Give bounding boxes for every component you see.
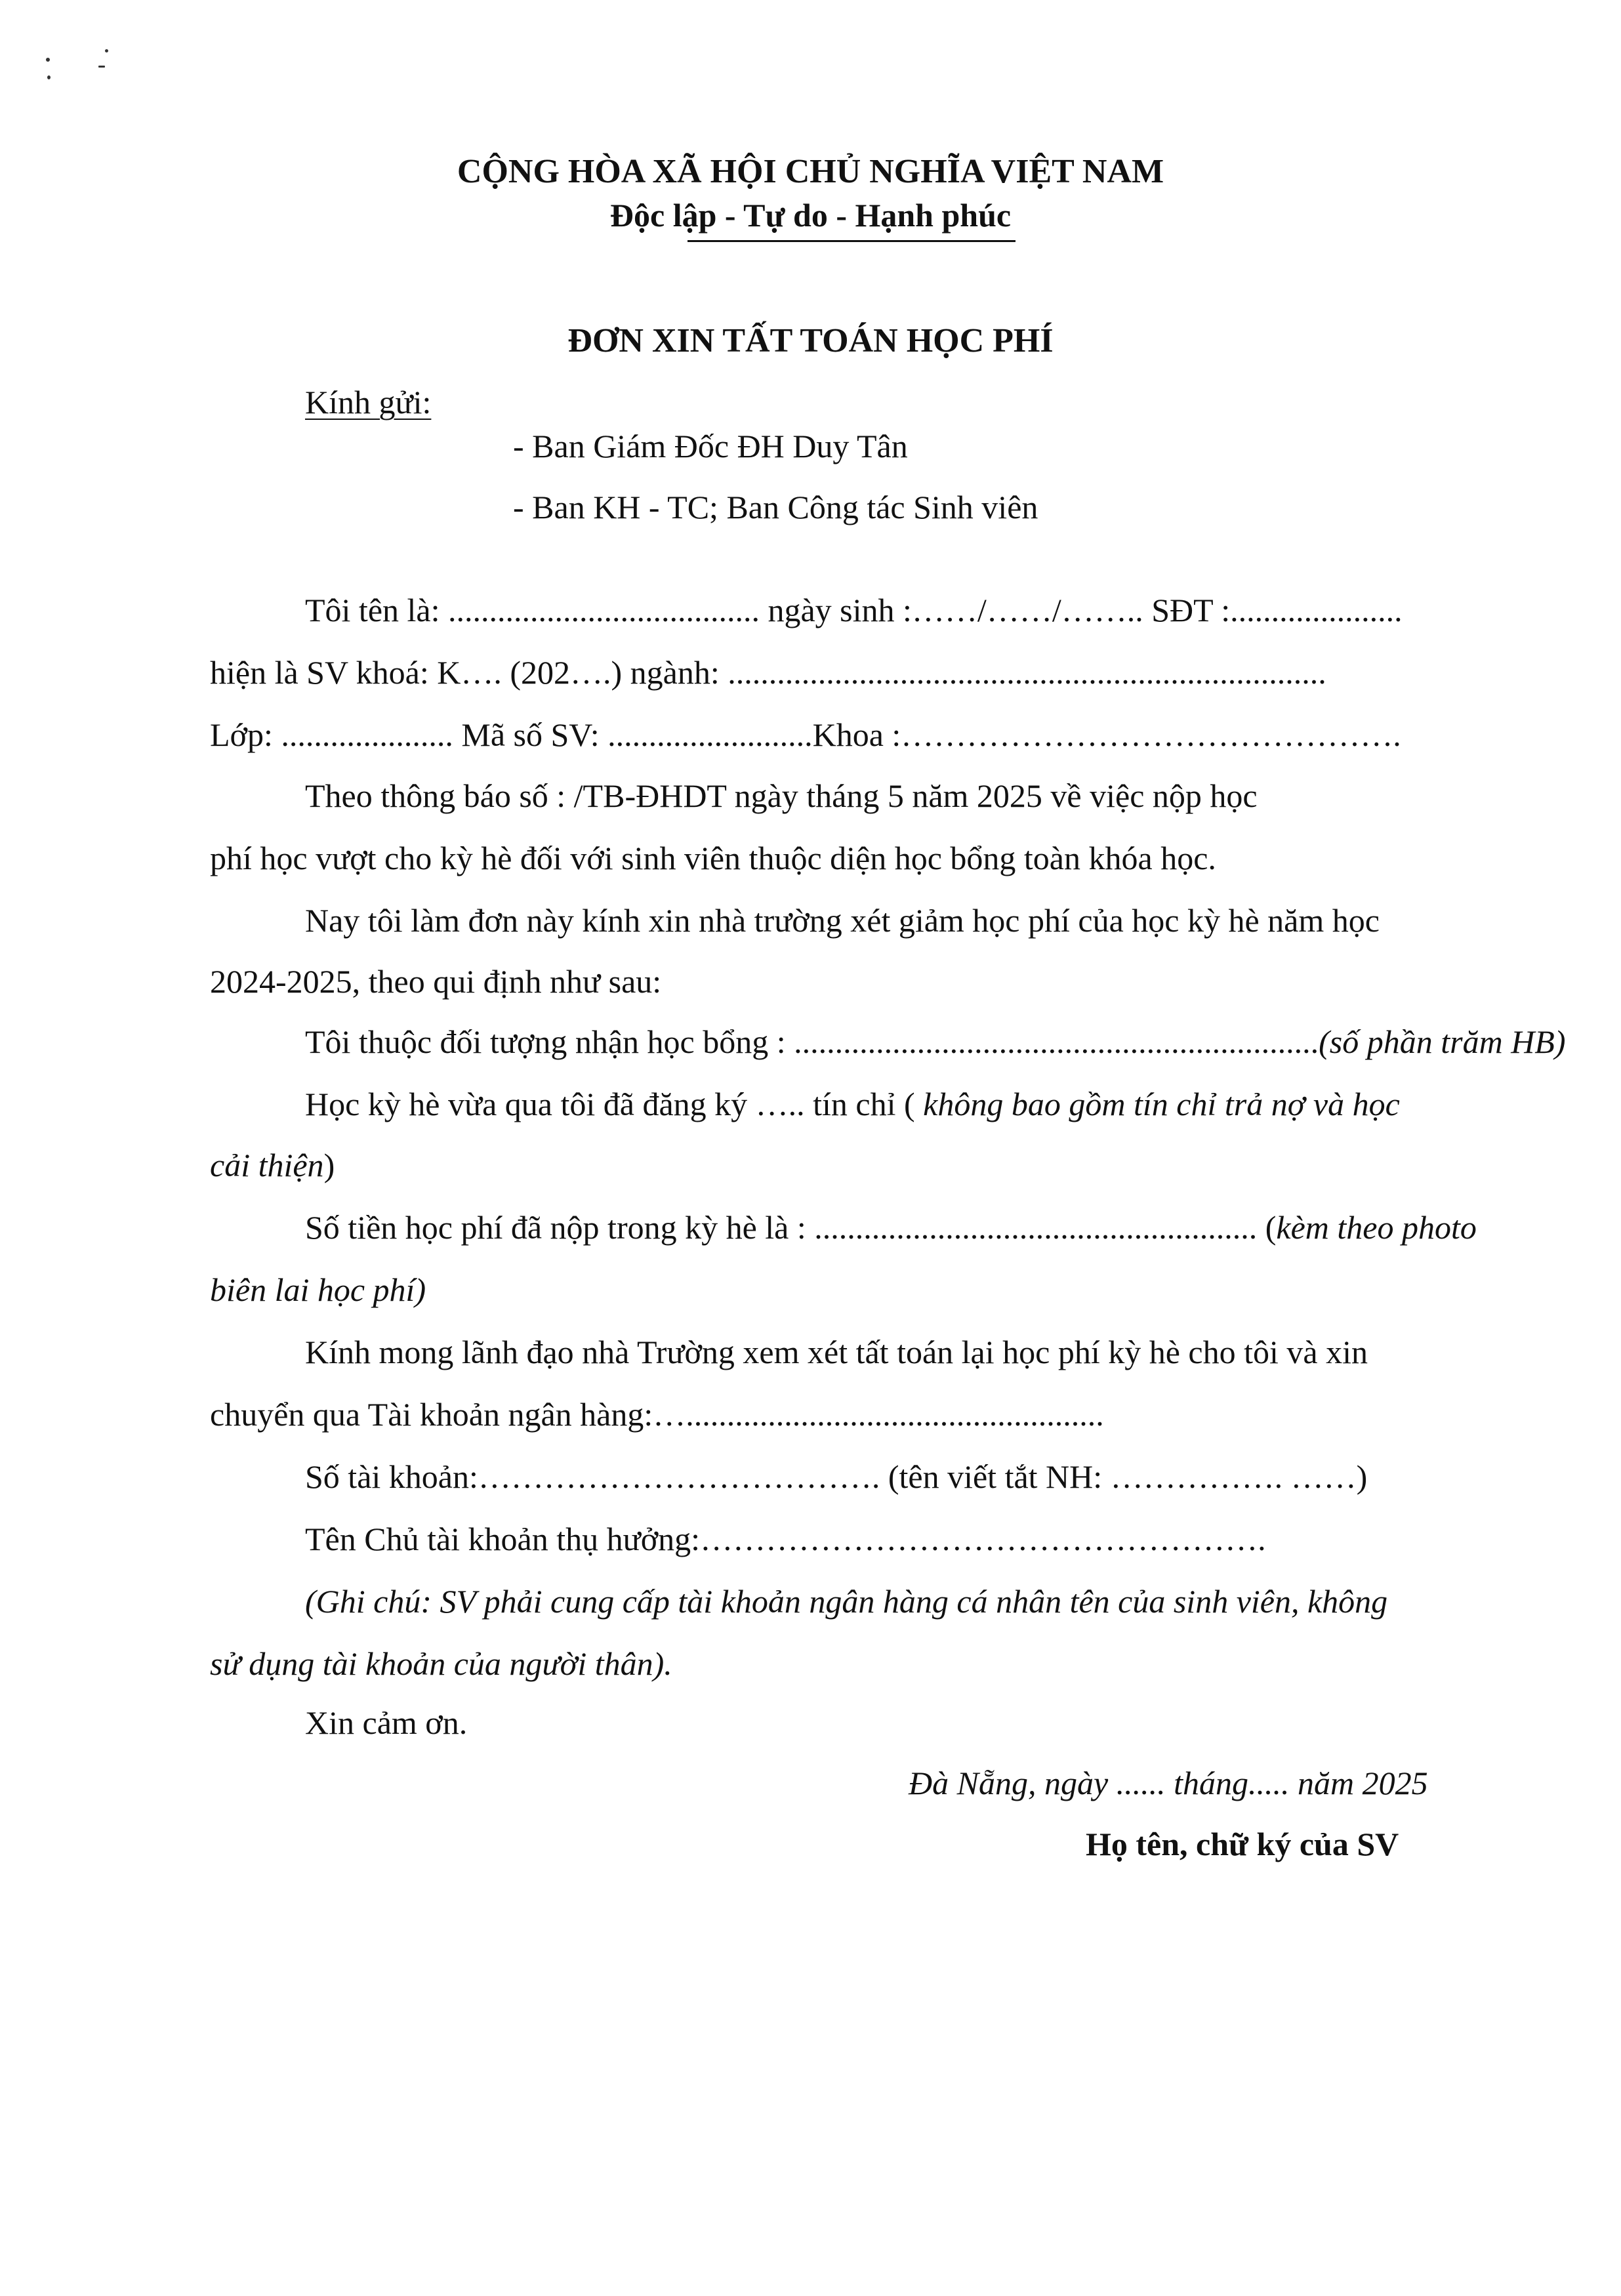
motto-underline [687,240,1016,242]
account-number-line: Số tài khoản:………………………………. (tên viết tắt NH: ……………. ……) [305,1458,1368,1495]
country-name: CỘNG HÒA XÃ HỘI CHỦ NGHĨA VIỆT NAM [457,153,1164,190]
fee-line-2: biên lai học phí) [210,1271,426,1308]
fee-line: Số tiền học phí đã nộp trong kỳ hè là : ...................................................... (kèm theo photo [305,1209,1477,1246]
credits-line-2: cải thiện) [210,1147,335,1183]
credits-line: Học kỳ hè vừa qua tôi đã đăng ký ….. tín chỉ ( không bao gồm tín chỉ trả nợ và học [305,1086,1400,1122]
place-date: Đà Nẵng, ngày ...... tháng..... năm 2025 [909,1765,1428,1801]
motto: Độc lập - Tự do - Hạnh phúc [609,197,1012,234]
scholarship-line: Tôi thuộc đối tượng nhận học bổng : ................................................................(số phần trăm HB) [305,1023,1566,1060]
notice-line-1: Theo thông báo số : /TB-ĐHDT ngày tháng 5 năm 2025 về việc nộp học [305,777,1258,814]
note-line-2: sử dụng tài khoản của người thân). [210,1645,672,1682]
field-name-dob-phone: Tôi tên là: ...................................... ngày sinh :……/……/…….. SĐT :..................... [305,592,1403,628]
bank-line-1: Kính mong lãnh đạo nhà Trường xem xét tất toán lại học phí kỳ hè cho tôi và xin [305,1334,1368,1370]
note-line-1: (Ghi chú: SV phải cung cấp tài khoản ngân hàng cá nhân tên của sinh viên, không [305,1583,1388,1620]
account-holder-line: Tên Chủ tài khoản thụ hưởng:……………………………………………. [305,1521,1266,1557]
thanks-line: Xin cảm ơn. [305,1704,468,1741]
bank-line-2: chuyển qua Tài khoản ngân hàng:…................................................... [210,1396,1104,1433]
recipient-label: Kính gửi: [305,384,432,420]
field-course-major: hiện là SV khoá: K…. (202….) ngành: ......................................................................... [210,654,1326,691]
scan-speck [46,58,50,62]
notice-line-2: phí học vượt cho kỳ hè đối với sinh viên thuộc diện học bổng toàn khóa học. [210,840,1216,876]
recipient-item: - Ban Giám Đốc ĐH Duy Tân [513,428,908,464]
recipient-item: - Ban KH - TC; Ban Công tác Sinh viên [513,489,1038,525]
field-class-id-faculty: Lớp: ..................... Mã số SV: .........................Khoa :………………………………………. [210,716,1401,753]
request-line-2: 2024-2025, theo qui định như sau: [210,963,662,1000]
scan-speck [47,75,51,79]
document-title: ĐƠN XIN TẤT TOÁN HỌC PHÍ [567,322,1054,359]
signature-label: Họ tên, chữ ký của SV [1086,1826,1399,1862]
request-line-1: Nay tôi làm đơn này kính xin nhà trường xét giảm học phí của học kỳ hè năm học [305,902,1380,939]
scan-speck [105,49,108,52]
scan-speck [98,66,105,68]
